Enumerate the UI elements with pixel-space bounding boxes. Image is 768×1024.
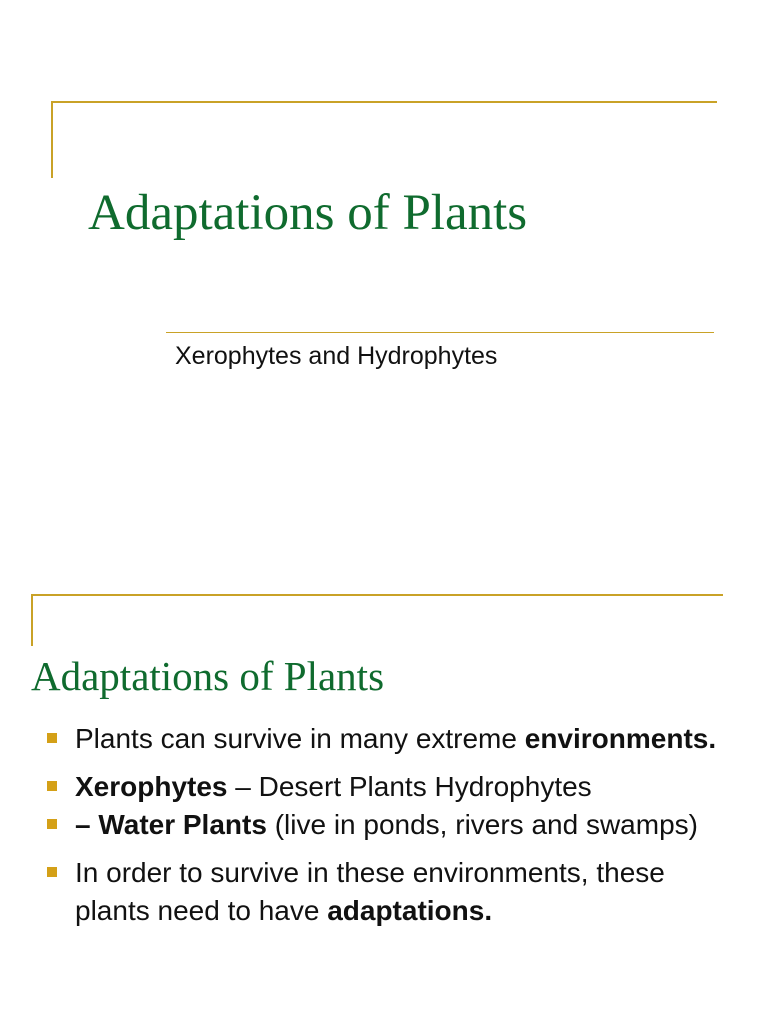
content-title: Adaptations of Plants — [31, 653, 385, 699]
content-slide — [0, 560, 768, 1024]
square-bullet-icon — [47, 819, 57, 829]
slide-subtitle: Xerophytes and Hydrophytes — [175, 342, 498, 370]
bullet-text: – Desert Plants Hydrophytes — [227, 771, 592, 802]
bullet-item — [45, 854, 745, 930]
bullet-bold-text: adaptations. — [327, 895, 493, 926]
bullet-item — [45, 806, 745, 844]
left-accent-rule — [51, 101, 53, 178]
subtitle-divider — [166, 332, 714, 333]
bullet-text: In order to survive in these environments, these plants need to have — [75, 857, 665, 926]
slide-title: Adaptations of Plants — [88, 185, 528, 241]
top-accent-rule — [51, 101, 717, 103]
left-accent-rule — [31, 594, 33, 646]
bullet-item — [45, 720, 745, 758]
bullet-bold-text: environments. — [524, 723, 717, 754]
square-bullet-icon — [47, 781, 57, 791]
bullet-list — [45, 720, 745, 940]
bullet-bold-text: – Water Plants — [75, 809, 267, 840]
square-bullet-icon — [47, 733, 57, 743]
square-bullet-icon — [47, 867, 57, 877]
top-accent-rule — [31, 594, 723, 596]
bullet-item — [45, 768, 745, 806]
bullet-text: (live in ponds, rivers and swamps) — [266, 809, 698, 840]
bullet-bold-text: Xerophytes — [75, 771, 228, 802]
bullet-text: Plants can survive in many extreme — [75, 723, 525, 754]
